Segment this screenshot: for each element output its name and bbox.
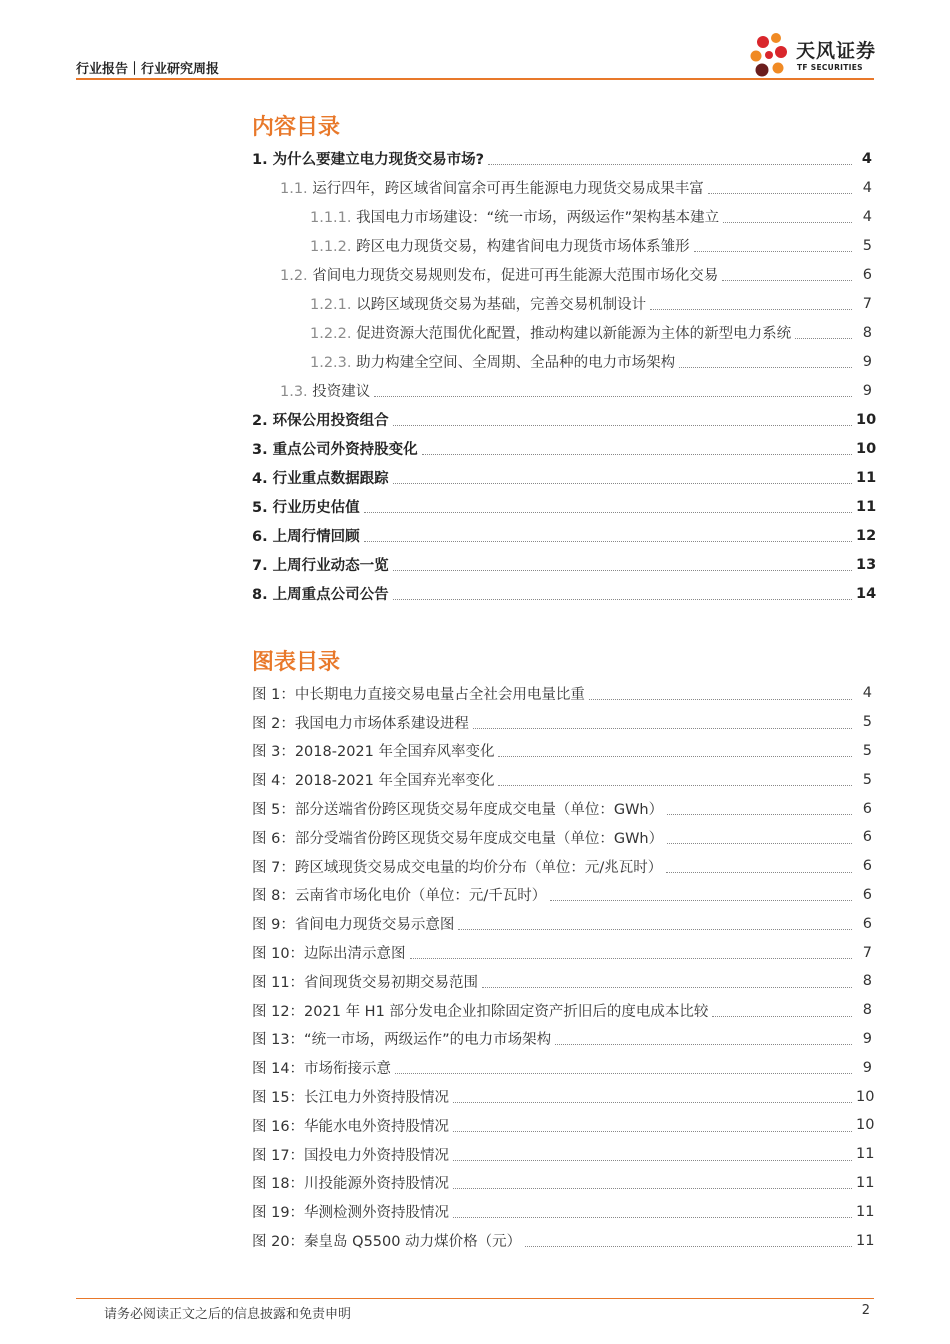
- dot-leader: [550, 900, 852, 901]
- entry-page-number: 6: [862, 266, 872, 283]
- dot-leader: [453, 1102, 852, 1103]
- figure-entry-label: 图 2：我国电力市场体系建设进程: [252, 715, 469, 732]
- entry-page-number: 7: [862, 295, 872, 312]
- dot-leader: [364, 512, 852, 513]
- entry-label-group: [252, 496, 360, 517]
- figure-entry[interactable]: [252, 967, 872, 996]
- entry-page-number: 12: [856, 527, 877, 544]
- toc-entry-label: 3. 重点公司外资持股变化: [252, 442, 418, 458]
- figure-entry[interactable]: [252, 996, 872, 1025]
- entry-page-number: 8: [862, 1002, 872, 1019]
- figure-entry-label: 图 11：省间现货交易初期交易范围: [252, 974, 479, 991]
- entry-label-group: [252, 1057, 391, 1078]
- figure-entry-label: 图 5：部分送端省份跨区现货交易年度成交电量（单位：GWh）: [252, 802, 664, 819]
- dot-leader: [589, 699, 852, 700]
- dot-leader: [393, 425, 852, 426]
- figure-entry[interactable]: [252, 1082, 875, 1111]
- figure-entry-label: 图 13：“统一市场，两级运作”的电力市场架构: [252, 1032, 552, 1049]
- dot-leader: [453, 1131, 852, 1132]
- toc-entry[interactable]: [252, 347, 872, 376]
- entry-page-number: 9: [862, 1030, 872, 1047]
- figure-entry-label: 图 18：川投能源外资持股情况: [252, 1176, 450, 1193]
- dot-leader: [410, 958, 852, 959]
- dot-leader: [453, 1160, 852, 1161]
- dot-leader: [422, 454, 852, 455]
- toc-entry-number: 1.2.: [280, 268, 308, 284]
- toc-entry-label: 8. 上周重点公司公告: [252, 587, 389, 603]
- entry-label-group: [310, 322, 791, 343]
- entry-page-number: 6: [862, 858, 872, 875]
- toc-entry-label: 投资建议: [312, 384, 371, 400]
- entry-page-number: 6: [862, 800, 872, 817]
- figure-entry-label: 图 4：2018-2021 年全国弃光率变化: [252, 773, 495, 790]
- toc-entry-label: 我国电力市场建设：“统一市场，两级运作”架构基本建立: [356, 210, 720, 226]
- entry-label-group: [252, 583, 389, 604]
- entry-label-group: [310, 206, 719, 227]
- contents-title: 内容目录: [252, 115, 341, 140]
- entry-label-group: [252, 1230, 521, 1251]
- entry-page-number: 10: [856, 411, 877, 428]
- toc-entry[interactable]: [252, 579, 877, 608]
- figures-title: 图表目录: [252, 650, 341, 675]
- figure-entry[interactable]: [252, 765, 872, 794]
- report-type-label: 行业报告｜行业研究周报: [76, 62, 220, 77]
- dot-leader: [679, 367, 852, 368]
- entry-page-number: 11: [856, 1146, 875, 1163]
- entry-label-group: [310, 293, 646, 314]
- dot-leader: [555, 1044, 852, 1045]
- figure-entry-label: 图 6：部分受端省份跨区现货交易年度成交电量（单位：GWh）: [252, 830, 664, 847]
- figure-entry-label: 图 3：2018-2021 年全国弃风率变化: [252, 744, 495, 761]
- toc-entry[interactable]: [252, 231, 872, 260]
- figure-entry[interactable]: [252, 909, 872, 938]
- entry-page-number: 5: [862, 742, 872, 759]
- dot-leader: [708, 193, 852, 194]
- figure-entry[interactable]: [252, 794, 872, 823]
- figure-entry-label: 图 12：2021 年 H1 部分发电企业扣除固定资产折旧后的度电成本比较: [252, 1003, 709, 1020]
- entry-label-group: [252, 712, 469, 733]
- entry-page-number: 14: [856, 585, 877, 602]
- dot-leader: [650, 309, 852, 310]
- toc-entry[interactable]: [252, 318, 872, 347]
- dot-leader: [722, 280, 852, 281]
- entry-label-group: [252, 409, 389, 430]
- entry-page-number: 7: [862, 944, 872, 961]
- figure-entry[interactable]: [252, 1111, 875, 1140]
- figure-entry-label: 图 16：华能水电外资持股情况: [252, 1118, 450, 1135]
- entry-page-number: 11: [856, 1232, 875, 1249]
- toc-entry[interactable]: [252, 289, 872, 318]
- toc-entry-label: 7. 上周行业动态一览: [252, 558, 389, 574]
- dot-leader: [393, 483, 852, 484]
- entry-page-number: 5: [862, 237, 872, 254]
- toc-entry-number: 1.1.2.: [310, 239, 352, 255]
- entry-label-group: [252, 971, 478, 992]
- entry-page-number: 11: [856, 469, 877, 486]
- toc-entry[interactable]: [252, 463, 877, 492]
- figure-entry[interactable]: [252, 737, 872, 766]
- dot-leader: [667, 814, 852, 815]
- footer-divider: [76, 1298, 874, 1299]
- figures-list: [252, 679, 875, 1255]
- entry-page-number: 5: [862, 771, 872, 788]
- entry-label-group: [252, 1000, 708, 1021]
- toc-entry[interactable]: [252, 376, 872, 405]
- toc-entry-number: 1.2.3.: [310, 355, 352, 371]
- entry-label-group: [280, 380, 370, 401]
- disclaimer-text: 请务必阅读正文之后的信息披露和免责申明: [104, 1307, 352, 1322]
- entry-label-group: [252, 467, 389, 488]
- figure-entry[interactable]: [252, 852, 872, 881]
- figure-entry[interactable]: [252, 1140, 875, 1169]
- entry-page-number: 13: [856, 556, 877, 573]
- toc-entry-label: 5. 行业历史估值: [252, 500, 360, 516]
- entry-label-group: [252, 856, 662, 877]
- toc-entry[interactable]: [252, 521, 877, 550]
- figure-entry-label: 图 20：秦皇岛 Q5500 动力煤价格（元）: [252, 1234, 522, 1251]
- figure-entry-label: 图 17：国投电力外资持股情况: [252, 1147, 450, 1164]
- dot-leader: [393, 599, 852, 600]
- toc-entry-number: 1.1.: [280, 181, 308, 197]
- toc-entry-number: 1.2.1.: [310, 297, 352, 313]
- entry-label-group: [252, 1144, 449, 1165]
- figure-entry-label: 图 15：长江电力外资持股情况: [252, 1090, 450, 1107]
- figure-entry-label: 图 1：中长期电力直接交易电量占全社会用电量比重: [252, 686, 585, 703]
- entry-page-number: 8: [862, 973, 872, 990]
- entry-page-number: 10: [856, 1117, 875, 1134]
- entry-label-group: [280, 264, 718, 285]
- entry-label-group: [252, 769, 494, 790]
- dot-leader: [488, 164, 852, 165]
- dot-leader: [712, 1016, 852, 1017]
- entry-label-group: [252, 942, 406, 963]
- entry-label-group: [252, 148, 484, 169]
- dot-leader: [498, 785, 852, 786]
- entry-page-number: 4: [861, 150, 872, 167]
- dot-leader: [667, 843, 852, 844]
- entry-label-group: [252, 438, 418, 459]
- dot-leader: [498, 756, 852, 757]
- dot-leader: [453, 1188, 852, 1189]
- toc-entry[interactable]: [252, 434, 877, 463]
- figure-entry[interactable]: [252, 1226, 875, 1255]
- toc-entry-label: 促进资源大范围优化配置，推动构建以新能源为主体的新型电力系统: [356, 326, 792, 342]
- entry-label-group: [252, 1172, 449, 1193]
- toc-entry-label: 运行四年，跨区域省间富余可再生能源电力现货交易成果丰富: [312, 181, 704, 197]
- figure-entry[interactable]: [252, 679, 872, 708]
- dot-leader: [364, 541, 852, 542]
- entry-label-group: [310, 351, 675, 372]
- entry-page-number: 9: [862, 353, 872, 370]
- toc-entry-label: 4. 行业重点数据跟踪: [252, 471, 389, 487]
- figure-entry[interactable]: [252, 938, 872, 967]
- figure-entry-label: 图 8：云南省市场化电价（单位：元/千瓦时）: [252, 888, 547, 905]
- dot-leader: [395, 1073, 852, 1074]
- figure-entry-label: 图 7：跨区域现货交易成交电量的均价分布（单位：元/兆瓦时）: [252, 859, 663, 876]
- entry-label-group: [252, 554, 389, 575]
- figure-entry-label: 图 9：省间电力现货交易示意图: [252, 917, 455, 934]
- toc-entry-label: 2. 环保公用投资组合: [252, 413, 389, 429]
- logo-flower-icon: [748, 30, 794, 80]
- dot-leader: [453, 1217, 852, 1218]
- entry-label-group: [252, 1201, 449, 1222]
- dot-leader: [723, 222, 852, 223]
- entry-page-number: 6: [862, 915, 872, 932]
- toc-entry[interactable]: [252, 173, 872, 202]
- entry-page-number: 6: [862, 829, 872, 846]
- entry-label-group: [310, 235, 690, 256]
- entry-page-number: 9: [862, 1059, 872, 1076]
- figure-entry[interactable]: [252, 708, 872, 737]
- entry-page-number: 4: [862, 685, 872, 702]
- dot-leader: [525, 1246, 852, 1247]
- entry-page-number: 9: [862, 382, 872, 399]
- entry-page-number: 11: [856, 1203, 875, 1220]
- dot-leader: [482, 987, 852, 988]
- dot-leader: [393, 570, 852, 571]
- entry-page-number: 4: [862, 208, 872, 225]
- entry-label-group: [252, 1028, 551, 1049]
- entry-page-number: 10: [856, 440, 877, 457]
- toc-entry[interactable]: [252, 405, 877, 434]
- logo-subtitle: TF SECURITIES: [797, 63, 863, 72]
- figure-entry[interactable]: [252, 1025, 872, 1054]
- dot-leader: [795, 338, 852, 339]
- toc-entry[interactable]: [252, 492, 877, 521]
- toc-entry-number: 1.3.: [280, 384, 308, 400]
- entry-page-number: 11: [856, 1174, 875, 1191]
- dot-leader: [458, 929, 852, 930]
- entry-page-number: 11: [856, 498, 877, 515]
- toc-entry-label: 省间电力现货交易规则发布，促进可再生能源大范围市场化交易: [312, 268, 719, 284]
- entry-page-number: 8: [862, 324, 872, 341]
- toc-entry-label: 以跨区域现货交易为基础，完善交易机制设计: [356, 297, 647, 313]
- dot-leader: [666, 872, 852, 873]
- logo-wordmark: 天风证券: [796, 40, 877, 62]
- figure-entry[interactable]: [252, 1053, 872, 1082]
- company-logo: [748, 30, 878, 80]
- toc-entry-label: 跨区电力现货交易，构建省间电力现货市场体系雏形: [356, 239, 690, 255]
- dot-leader: [374, 396, 852, 397]
- figure-entry[interactable]: [252, 1169, 875, 1198]
- figure-entry-label: 图 14：市场衔接示意: [252, 1061, 392, 1078]
- figure-entry[interactable]: [252, 823, 872, 852]
- entry-label-group: [252, 740, 494, 761]
- toc-entry-label: 助力构建全空间、全周期、全品种的电力市场架构: [356, 355, 676, 371]
- entry-label-group: [252, 1086, 449, 1107]
- dot-leader: [473, 728, 852, 729]
- entry-label-group: [252, 884, 546, 905]
- figure-entry-label: 图 10：边际出清示意图: [252, 946, 406, 963]
- toc-entry[interactable]: [252, 202, 872, 231]
- toc-entry[interactable]: [252, 144, 872, 173]
- contents-list: [252, 144, 877, 608]
- entry-label-group: [252, 1115, 449, 1136]
- toc-entry-number: 1.1.1.: [310, 210, 352, 226]
- entry-page-number: 10: [856, 1088, 875, 1105]
- entry-page-number: 5: [862, 714, 872, 731]
- entry-label-group: [252, 798, 663, 819]
- figure-entry[interactable]: [252, 881, 872, 910]
- entry-label-group: [280, 177, 704, 198]
- toc-entry[interactable]: [252, 550, 877, 579]
- toc-entry-label: 6. 上周行情回顾: [252, 529, 360, 545]
- entry-label-group: [252, 913, 454, 934]
- entry-page-number: 4: [862, 179, 872, 196]
- entry-page-number: 6: [862, 886, 872, 903]
- dot-leader: [694, 251, 852, 252]
- toc-entry-number: 1.2.2.: [310, 326, 352, 342]
- figure-entry[interactable]: [252, 1197, 875, 1226]
- toc-entry[interactable]: [252, 260, 872, 289]
- entry-label-group: [252, 683, 585, 704]
- page-number: 2: [861, 1303, 870, 1318]
- figure-entry-label: 图 19：华测检测外资持股情况: [252, 1205, 450, 1222]
- entry-label-group: [252, 525, 360, 546]
- toc-entry-label: 1. 为什么要建立电力现货交易市场?: [252, 152, 485, 168]
- entry-label-group: [252, 827, 663, 848]
